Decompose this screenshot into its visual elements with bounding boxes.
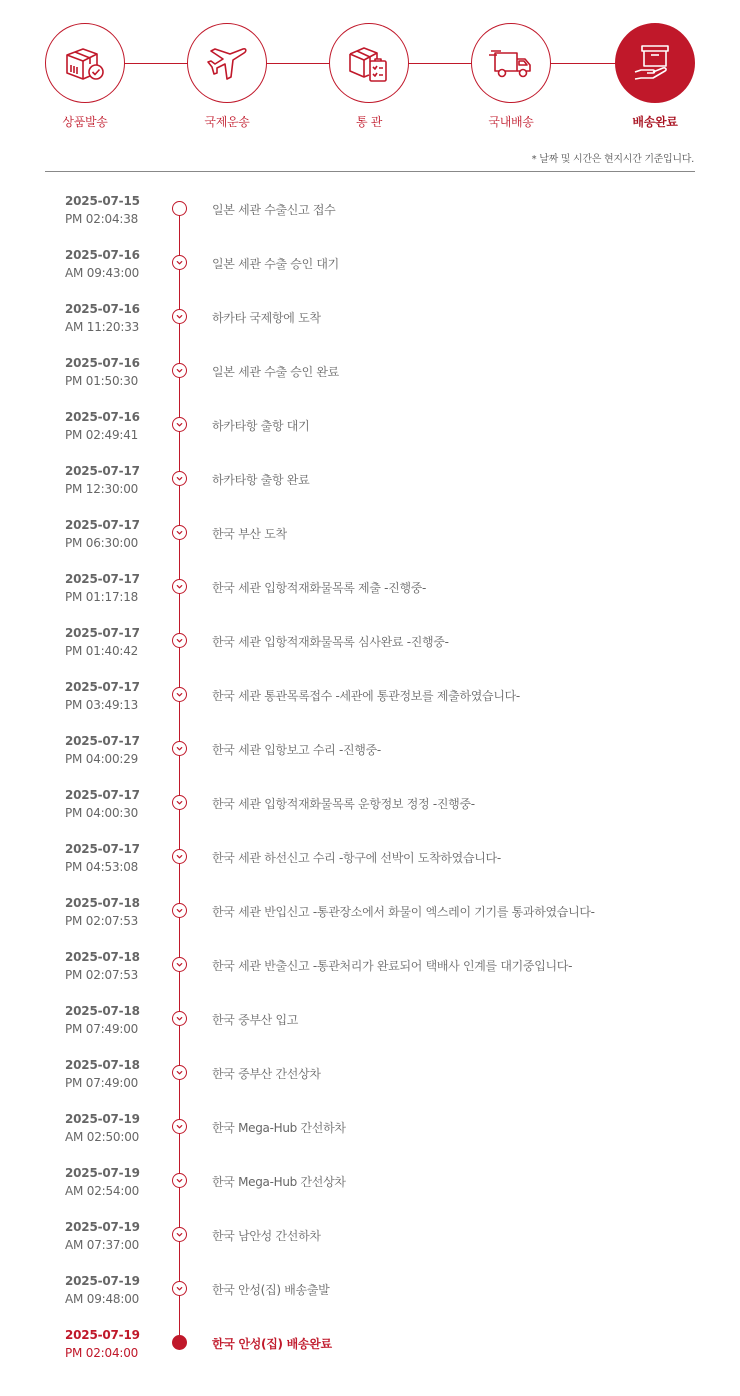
chevron-down-icon — [172, 957, 187, 972]
timeline-event — [0, 829, 740, 883]
step-label: 통 관 — [355, 115, 383, 129]
event-date: 2025-07-15 — [65, 194, 140, 208]
event-time: PM 03:49:13 — [65, 698, 139, 712]
event-time: AM 02:50:00 — [65, 1130, 140, 1144]
step-shipment — [25, 23, 145, 130]
chevron-down-icon — [172, 687, 187, 702]
chevron-down-icon — [172, 741, 187, 756]
event-date: 2025-07-19 — [65, 1328, 140, 1342]
box-check-icon — [45, 23, 125, 103]
chevron-down-icon — [172, 1173, 187, 1188]
timeline-event — [0, 1099, 740, 1153]
event-time: AM 09:43:00 — [65, 266, 140, 280]
event-date: 2025-07-18 — [65, 896, 140, 910]
step-label: 배송완료 — [632, 115, 678, 129]
event-description: 한국 세관 입항적재화물목록 제출 -진행중- — [212, 581, 427, 595]
timeline-event — [0, 613, 740, 667]
timeline-event — [0, 1207, 740, 1261]
timeline-event — [0, 991, 740, 1045]
event-description: 한국 안성(집) 배송출발 — [212, 1283, 330, 1297]
event-time: AM 02:54:00 — [65, 1184, 140, 1198]
timeline-event — [0, 775, 740, 829]
event-time: PM 07:49:00 — [65, 1076, 139, 1090]
step-label: 상품발송 — [62, 115, 108, 129]
chevron-down-icon — [172, 1281, 187, 1296]
event-time: PM 02:07:53 — [65, 968, 139, 982]
event-description: 한국 세관 입항적재화물목록 운항정보 정정 -진행중- — [212, 797, 475, 811]
event-date: 2025-07-18 — [65, 1004, 140, 1018]
chevron-down-icon — [172, 1011, 187, 1026]
timeline-event — [0, 505, 740, 559]
event-date: 2025-07-16 — [65, 302, 140, 316]
event-time: PM 04:00:29 — [65, 752, 139, 766]
event-date: 2025-07-16 — [65, 248, 140, 262]
timeline-event — [0, 721, 740, 775]
event-date: 2025-07-19 — [65, 1274, 140, 1288]
event-date: 2025-07-19 — [65, 1166, 140, 1180]
divider — [45, 171, 695, 172]
timeline-event — [0, 235, 740, 289]
chevron-down-icon — [172, 795, 187, 810]
event-date: 2025-07-16 — [65, 356, 140, 370]
event-description: 한국 중부산 간선상차 — [212, 1067, 321, 1081]
event-date: 2025-07-17 — [65, 842, 140, 856]
completed-dot-marker — [172, 1335, 187, 1350]
chevron-down-icon — [172, 1227, 187, 1242]
event-description: 한국 안성(집) 배송완료 — [212, 1337, 332, 1351]
event-description: 일본 세관 수출 승인 완료 — [212, 365, 339, 379]
event-date: 2025-07-17 — [65, 788, 140, 802]
event-date: 2025-07-19 — [65, 1112, 140, 1126]
event-time: PM 04:00:30 — [65, 806, 139, 820]
chevron-down-icon — [172, 255, 187, 270]
event-time: PM 06:30:00 — [65, 536, 139, 550]
event-time: AM 07:37:00 — [65, 1238, 140, 1252]
event-description: 한국 세관 반출신고 -통관처리가 완료되어 택배사 인계를 대기중입니다- — [212, 959, 573, 973]
timeline-event — [0, 937, 740, 991]
step-international-transport — [167, 23, 287, 130]
chevron-down-icon — [172, 525, 187, 540]
event-time: PM 12:30:00 — [65, 482, 139, 496]
chevron-down-icon — [172, 849, 187, 864]
event-description: 한국 남안성 간선하차 — [212, 1229, 321, 1243]
event-description: 일본 세관 수출신고 접수 — [212, 203, 336, 217]
event-description: 한국 세관 입항보고 수리 -진행중- — [212, 743, 381, 757]
event-description: 한국 세관 입항적재화물목록 심사완료 -진행중- — [212, 635, 449, 649]
event-date: 2025-07-17 — [65, 626, 140, 640]
event-date: 2025-07-16 — [65, 410, 140, 424]
event-description: 한국 Mega-Hub 간선하차 — [212, 1121, 346, 1135]
chevron-down-icon — [172, 417, 187, 432]
chevron-down-icon — [172, 1065, 187, 1080]
event-time: PM 02:07:53 — [65, 914, 139, 928]
chevron-down-icon — [172, 903, 187, 918]
event-description: 한국 부산 도착 — [212, 527, 287, 541]
event-description: 일본 세관 수출 승인 대기 — [212, 257, 339, 271]
event-time: PM 01:50:30 — [65, 374, 139, 388]
event-description: 한국 중부산 입고 — [212, 1013, 299, 1027]
airplane-icon — [187, 23, 267, 103]
event-date: 2025-07-17 — [65, 518, 140, 532]
event-date: 2025-07-17 — [65, 734, 140, 748]
chevron-down-icon — [172, 471, 187, 486]
event-time: PM 02:04:38 — [65, 212, 139, 226]
event-date: 2025-07-17 — [65, 680, 140, 694]
delivery-progress-steps — [0, 0, 740, 140]
event-time: AM 11:20:33 — [65, 320, 140, 334]
event-time: PM 04:53:08 — [65, 860, 139, 874]
chevron-down-icon — [172, 309, 187, 324]
event-date: 2025-07-19 — [65, 1220, 140, 1234]
event-time: PM 01:40:42 — [65, 644, 139, 658]
timeline-event — [0, 181, 740, 235]
timeline-event — [0, 559, 740, 613]
timeline-event — [0, 289, 740, 343]
event-time: PM 02:49:41 — [65, 428, 139, 442]
event-time: AM 09:48:00 — [65, 1292, 140, 1306]
event-description: 한국 Mega-Hub 간선상차 — [212, 1175, 346, 1189]
timezone-note: * 날짜 및 시간은 현지시간 기준입니다. — [531, 154, 694, 165]
hand-box-icon — [615, 23, 695, 103]
event-time: PM 02:04:00 — [65, 1346, 139, 1360]
event-description: 하카타항 출항 완료 — [212, 473, 310, 487]
event-description: 하카타 국제항에 도착 — [212, 311, 321, 325]
event-date: 2025-07-17 — [65, 572, 140, 586]
event-time: PM 07:49:00 — [65, 1022, 139, 1036]
timeline-event — [0, 883, 740, 937]
timeline-event — [0, 667, 740, 721]
timeline-event — [0, 1315, 740, 1369]
event-description: 하카타항 출항 대기 — [212, 419, 310, 433]
timeline-event — [0, 397, 740, 451]
timeline-event — [0, 451, 740, 505]
event-date: 2025-07-18 — [65, 1058, 140, 1072]
box-clipboard-icon — [329, 23, 409, 103]
event-description: 한국 세관 하선신고 수리 -항구에 선박이 도착하였습니다- — [212, 851, 501, 865]
step-label: 국내배송 — [488, 115, 534, 129]
event-description: 한국 세관 통관목록접수 -세관에 통관정보를 제출하였습니다- — [212, 689, 520, 703]
step-domestic-delivery — [451, 23, 571, 130]
timeline-event — [0, 1153, 740, 1207]
event-description: 한국 세관 반입신고 -통관장소에서 화물이 엑스레이 기기를 통과하였습니다- — [212, 905, 595, 919]
step-customs — [309, 23, 429, 130]
event-date: 2025-07-17 — [65, 464, 140, 478]
chevron-down-icon — [172, 633, 187, 648]
start-circle-marker — [172, 201, 187, 216]
event-date: 2025-07-18 — [65, 950, 140, 964]
step-label: 국제운송 — [204, 115, 250, 129]
truck-icon — [471, 23, 551, 103]
chevron-down-icon — [172, 363, 187, 378]
timeline-event — [0, 1045, 740, 1099]
step-delivered — [595, 23, 715, 130]
timeline-event — [0, 1261, 740, 1315]
chevron-down-icon — [172, 579, 187, 594]
timeline-event — [0, 343, 740, 397]
chevron-down-icon — [172, 1119, 187, 1134]
event-time: PM 01:17:18 — [65, 590, 139, 604]
